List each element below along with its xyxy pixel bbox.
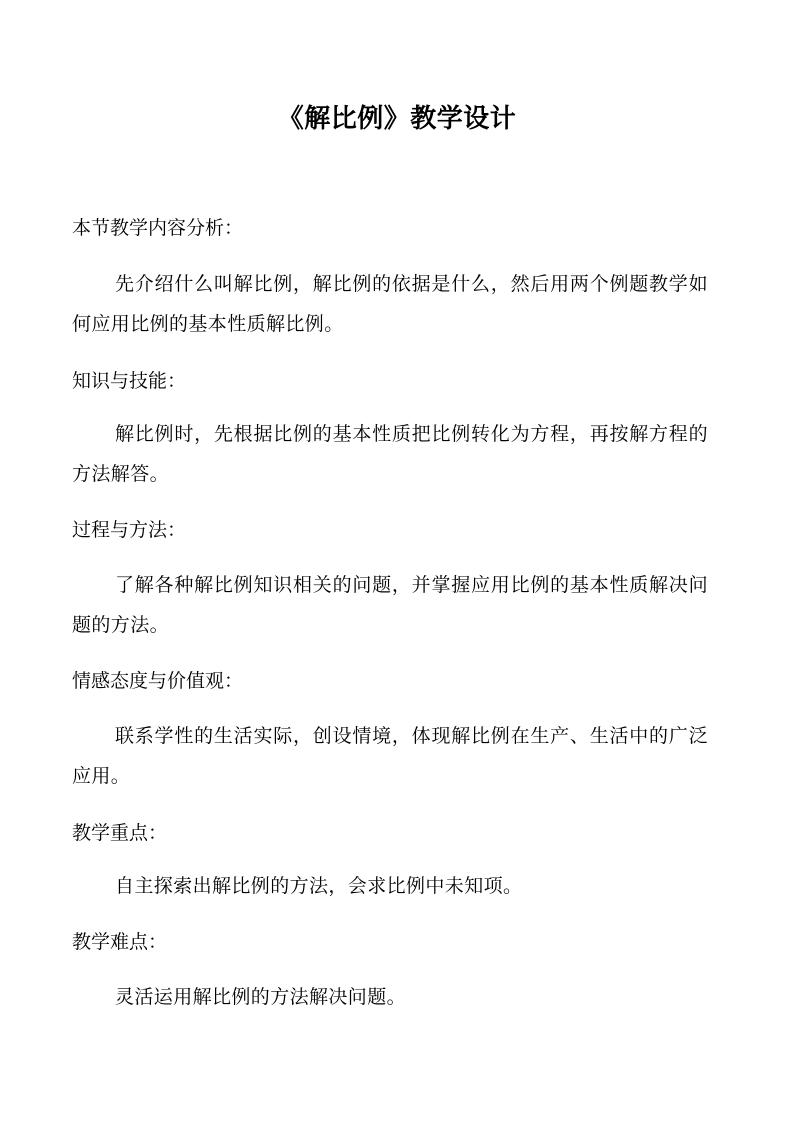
section-body-process-method: 了解各种解比例知识相关的问题，并掌握应用比例的基本性质解决问题的方法。 bbox=[72, 574, 708, 636]
section-body-attitude-values: 联系学性的生活实际，创设情境，体现解比例在生产、生活中的广泛应用。 bbox=[72, 725, 708, 787]
section-body-teaching-difficulty: 灵活运用解比例的方法解决问题。 bbox=[115, 986, 407, 1008]
document-title: 《解比例》教学设计 bbox=[277, 104, 517, 134]
section-body-content-analysis: 先介绍什么叫解比例，解比例的依据是什么，然后用两个例题教学如何应用比例的基本性质解比例。 bbox=[72, 273, 708, 335]
section-heading-teaching-difficulty: 教学难点： bbox=[72, 931, 168, 953]
section-body-teaching-focus: 自主探索出解比例的方法，会求比例中未知项。 bbox=[115, 875, 523, 897]
section-heading-process-method: 过程与方法： bbox=[72, 519, 187, 541]
section-heading-content-analysis: 本节教学内容分析： bbox=[72, 217, 244, 239]
section-body-knowledge-skills: 解比例时，先根据比例的基本性质把比例转化为方程，再按解方程的方法解答。 bbox=[72, 423, 708, 485]
section-heading-teaching-focus: 教学重点： bbox=[72, 822, 168, 844]
section-heading-attitude-values: 情感态度与价值观： bbox=[72, 670, 244, 692]
section-heading-knowledge-skills: 知识与技能： bbox=[72, 370, 187, 392]
